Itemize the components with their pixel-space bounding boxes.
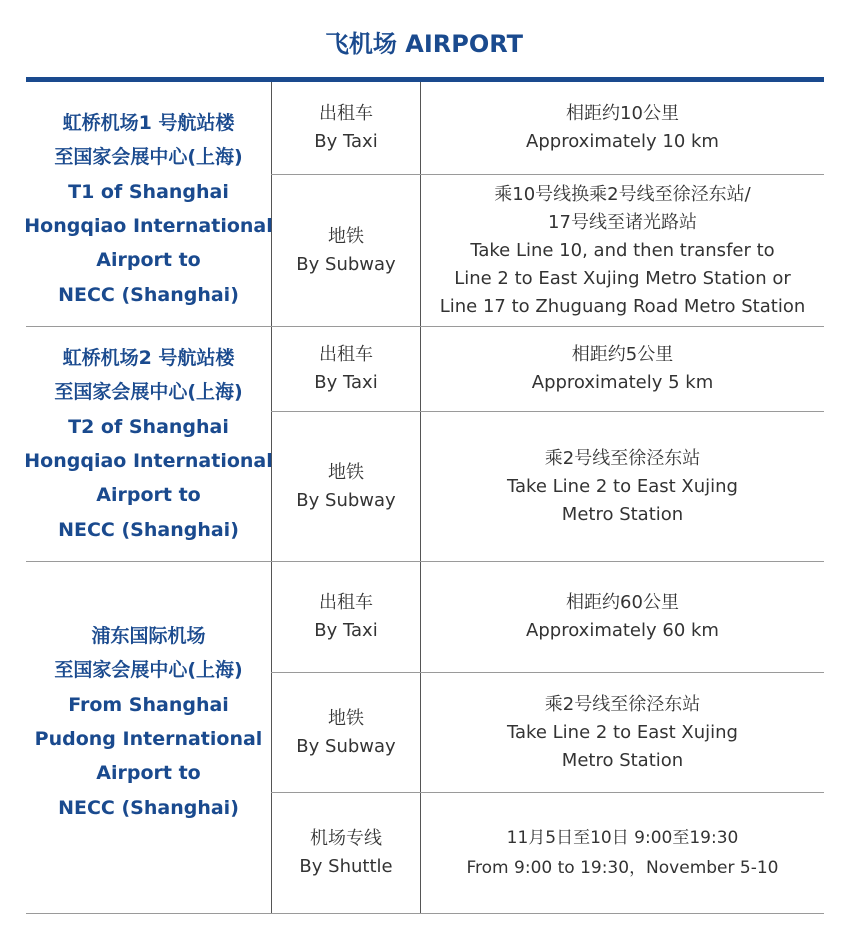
origin-cell-pudong xyxy=(26,619,271,825)
origin-line: 至国家会展中心(上海) xyxy=(54,146,243,169)
origin-line: Airport to xyxy=(96,484,201,507)
detail-line: Approximately 10 km xyxy=(526,131,719,152)
mode-label-en: By Subway xyxy=(296,735,396,757)
detail-cell-subway xyxy=(421,673,824,792)
origin-line: 至国家会展中心(上海) xyxy=(54,381,243,404)
table-bottom-line xyxy=(26,913,824,914)
origin-cell-hongqiao-t1 xyxy=(26,106,271,312)
detail-line: 相距约60公里 xyxy=(566,592,679,613)
origin-line: Hongqiao International xyxy=(24,215,273,237)
mode-label-zh: 出租车 xyxy=(319,103,373,124)
detail-line: Approximately 5 km xyxy=(531,372,714,393)
origin-line: Hongqiao International xyxy=(24,450,273,472)
mode-cell-taxi xyxy=(272,327,420,411)
origin-line: T2 of Shanghai xyxy=(68,415,229,438)
detail-line: 11月5日至10日 9:00至19:30 xyxy=(506,828,739,848)
origin-line: 虹桥机场2 号航站楼 xyxy=(62,346,235,369)
mode-label-en: By Subway xyxy=(296,253,396,275)
mode-label-en: By Subway xyxy=(296,489,396,511)
page-title: 飞机场 AIRPORT xyxy=(324,30,524,58)
origin-line: NECC (Shanghai) xyxy=(58,796,239,819)
detail-cell-subway xyxy=(421,412,824,561)
detail-line: Approximately 60 km xyxy=(526,620,719,641)
mode-cell-taxi xyxy=(272,82,420,174)
detail-cell-shuttle xyxy=(421,793,824,913)
detail-line: 乘2号线至徐泾东站 xyxy=(544,447,701,469)
origin-line: T1 of Shanghai xyxy=(68,180,229,203)
origin-cell-hongqiao-t2 xyxy=(26,341,271,547)
mode-cell-subway xyxy=(272,175,420,326)
origin-line: 至国家会展中心(上海) xyxy=(54,659,243,682)
detail-cell-taxi xyxy=(421,82,824,174)
mode-label-en: By Taxi xyxy=(314,372,378,393)
detail-line: Line 2 to East Xujing Metro Station or xyxy=(454,267,791,289)
detail-line: 乘10号线换乘2号线至徐泾东站/ xyxy=(494,183,751,205)
detail-line: Take Line 10, and then transfer to xyxy=(470,239,775,261)
detail-cell-subway xyxy=(421,175,824,326)
mode-label-en: By Taxi xyxy=(314,131,378,152)
detail-line: From 9:00 to 19:30，November 5-10 xyxy=(466,858,779,878)
detail-line: 乘2号线至徐泾东站 xyxy=(544,693,701,715)
mode-cell-subway xyxy=(272,673,420,792)
detail-line: Take Line 2 to East Xujing xyxy=(507,721,738,743)
mode-cell-shuttle xyxy=(272,793,420,913)
origin-line: Airport to xyxy=(96,249,201,272)
mode-label-zh: 出租车 xyxy=(319,592,373,613)
mode-label-zh: 地铁 xyxy=(328,225,364,247)
detail-line: 17号线至诸光路站 xyxy=(548,211,697,233)
mode-cell-subway xyxy=(272,412,420,561)
mode-cell-taxi xyxy=(272,562,420,672)
origin-line: Airport to xyxy=(96,762,201,785)
detail-line: 相距约5公里 xyxy=(571,344,674,365)
origin-line: NECC (Shanghai) xyxy=(58,283,239,306)
origin-line: From Shanghai xyxy=(68,693,229,716)
detail-line: 相距约10公里 xyxy=(566,103,679,124)
mode-label-en: By Shuttle xyxy=(299,856,393,877)
detail-line: Take Line 2 to East Xujing xyxy=(507,475,738,497)
detail-line: Metro Station xyxy=(561,503,684,525)
detail-line: Metro Station xyxy=(561,749,684,771)
mode-label-en: By Taxi xyxy=(314,620,378,641)
origin-line: 虹桥机场1 号航站楼 xyxy=(62,111,235,134)
mode-label-zh: 机场专线 xyxy=(310,828,382,849)
detail-line: Line 17 to Zhuguang Road Metro Station xyxy=(439,295,806,317)
mode-label-zh: 地铁 xyxy=(328,461,364,483)
origin-line: 浦东国际机场 xyxy=(91,624,206,647)
detail-cell-taxi xyxy=(421,327,824,411)
origin-line: Pudong International xyxy=(34,728,263,750)
mode-label-zh: 出租车 xyxy=(319,344,373,365)
detail-cell-taxi xyxy=(421,562,824,672)
origin-line: NECC (Shanghai) xyxy=(58,518,239,541)
mode-label-zh: 地铁 xyxy=(328,707,364,729)
